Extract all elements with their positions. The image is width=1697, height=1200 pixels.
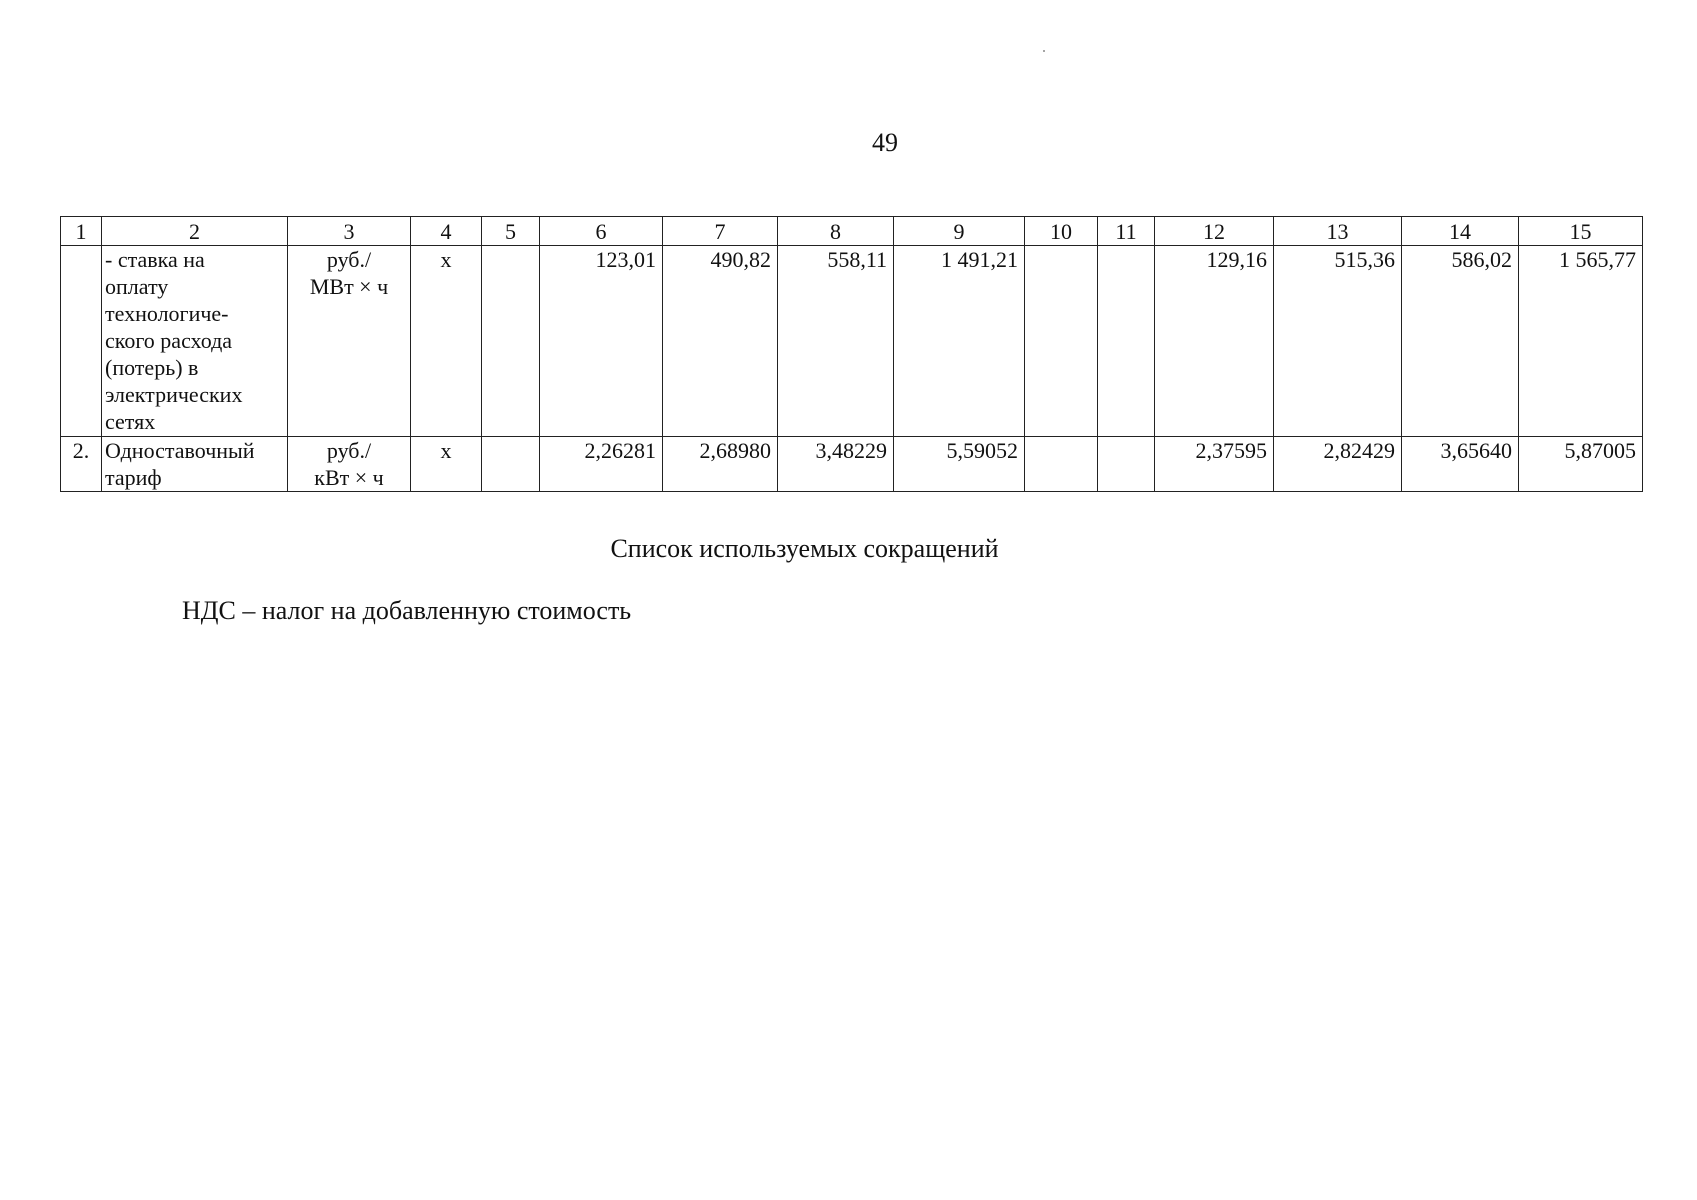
value-cell: 490,82 — [663, 246, 778, 437]
value-cell — [1098, 246, 1155, 437]
header-cell: 2 — [102, 217, 288, 246]
header-cell: 10 — [1025, 217, 1098, 246]
row-number-cell: 2. — [61, 437, 102, 492]
header-cell: 11 — [1098, 217, 1155, 246]
tariff-table — [60, 216, 1643, 492]
row-unit-cell: руб./ МВт × ч — [288, 246, 411, 437]
value-cell: 5,87005 — [1519, 437, 1643, 492]
row-unit-cell: руб./ кВт × ч — [288, 437, 411, 492]
header-cell: 5 — [482, 217, 540, 246]
header-cell: 12 — [1155, 217, 1274, 246]
page-number: 49 — [872, 128, 898, 157]
value-cell: 5,59052 — [894, 437, 1025, 492]
value-cell: 2,26281 — [540, 437, 663, 492]
value-cell: 3,65640 — [1402, 437, 1519, 492]
row-name-cell: Одноставочный тариф — [102, 437, 288, 492]
scan-artifact — [1043, 50, 1045, 52]
value-cell: 1 565,77 — [1519, 246, 1643, 437]
abbreviation-item: НДС – налог на добавленную стоимость — [182, 596, 632, 625]
value-cell: 2,82429 — [1274, 437, 1402, 492]
value-cell — [1098, 437, 1155, 492]
header-cell: 8 — [778, 217, 894, 246]
value-cell: 123,01 — [540, 246, 663, 437]
header-cell: 9 — [894, 217, 1025, 246]
value-cell: 586,02 — [1402, 246, 1519, 437]
value-cell: 558,11 — [778, 246, 894, 437]
header-cell: 13 — [1274, 217, 1402, 246]
row-number-cell — [61, 246, 102, 437]
abbreviations-title: Список используемых сокращений — [610, 534, 999, 563]
header-cell: 3 — [288, 217, 411, 246]
header-cell: 15 — [1519, 217, 1643, 246]
value-cell: х — [411, 437, 482, 492]
header-cell: 6 — [540, 217, 663, 246]
header-cell: 1 — [61, 217, 102, 246]
value-cell: 2,68980 — [663, 437, 778, 492]
value-cell: 2,37595 — [1155, 437, 1274, 492]
table-row — [61, 246, 1643, 437]
table-header-row — [61, 217, 1643, 246]
value-cell: 3,48229 — [778, 437, 894, 492]
header-cell: 14 — [1402, 217, 1519, 246]
value-cell: 1 491,21 — [894, 246, 1025, 437]
header-cell: 7 — [663, 217, 778, 246]
value-cell — [482, 437, 540, 492]
table-row — [61, 437, 1643, 492]
value-cell: х — [411, 246, 482, 437]
row-name-cell: - ставка на оплату технологиче- ского расхода (потерь) в электрических сетях — [102, 246, 288, 437]
value-cell: 129,16 — [1155, 246, 1274, 437]
value-cell — [482, 246, 540, 437]
value-cell — [1025, 246, 1098, 437]
value-cell — [1025, 437, 1098, 492]
header-cell: 4 — [411, 217, 482, 246]
value-cell: 515,36 — [1274, 246, 1402, 437]
